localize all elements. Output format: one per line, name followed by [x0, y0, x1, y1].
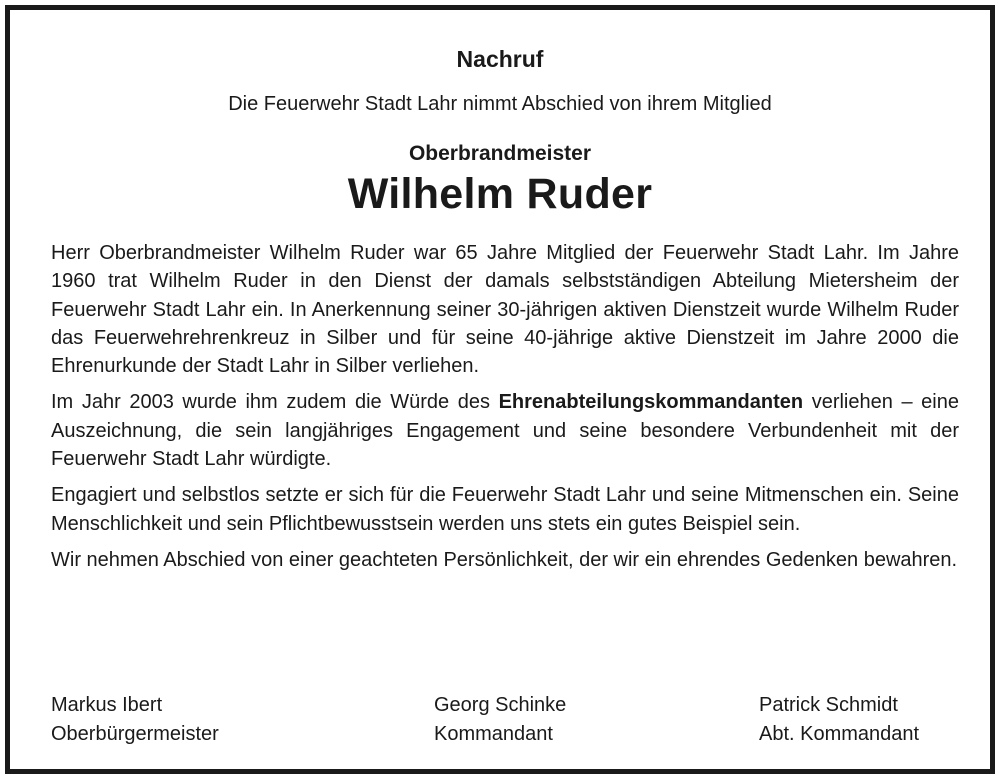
obituary-frame — [5, 5, 995, 774]
honor-text-before: Im Jahr 2003 wurde ihm zudem die Würde des — [51, 391, 499, 414]
signatory-name: Georg Schinke — [434, 694, 567, 716]
deceased-name: Wilhelm Ruder — [347, 170, 653, 218]
signatory-3 — [759, 691, 919, 748]
intro-line: Die Feuerwehr Stadt Lahr nimmt Abschied von ihrem Mitglied — [228, 93, 772, 115]
signatory-2 — [434, 691, 566, 748]
obituary-body — [51, 239, 959, 582]
signatory-1 — [51, 691, 219, 748]
paragraph-character: Engagiert und selbstlos setzte er sich für die Feuerwehr Stadt Lahr und seine Mitmenschen ein. Seine Menschlichkeit und sein Pflichtbewusstsein werden uns stets ein gutes Beispiel sein. — [51, 484, 959, 535]
paragraph-career: Herr Oberbrandmeister Wilhelm Ruder war 65 Jahre Mitglied der Feuerwehr Stadt Lahr. Im Jahre 1960 trat Wilhelm Ruder in den Dienst der damals selbstständigen Abteilung Mietersheim der Feuerwehr Stadt Lahr ein. In Anerkennung seiner 30-jährigen aktiven Dienstzeit wurde Wilhelm Ruder das Feuerwehrehrenkreuz in Silber und für seine 40-jährige aktive Dienstzeit im Jahre 2000 die Ehrenurkunde der Stadt Lahr in Silber verliehen. — [51, 242, 959, 378]
signatory-title: Oberbürgermeister — [51, 722, 219, 745]
paragraph-honor — [51, 388, 959, 473]
honor-title: Ehrenabteilungskommandanten — [498, 391, 804, 414]
paragraph-farewell: Wir nehmen Abschied von einer geachteten Persönlichkeit, der wir ein ehrendes Gedenken bewahren. — [51, 548, 958, 571]
signatory-name: Markus Ibert — [51, 694, 163, 716]
honor-text-after: verliehen – eine Auszeichnung, die sein langjähriges Engagement und seine besondere Verbundenheit mit der Feuerwehr Stadt Lahr würdigte. — [51, 391, 959, 471]
signatory-title: Abt. Kommandant — [759, 722, 920, 745]
obituary-heading: Nachruf — [456, 46, 544, 72]
signatory-title: Kommandant — [434, 722, 553, 745]
deceased-rank: Oberbrandmeister — [408, 142, 592, 165]
signatory-name: Patrick Schmidt — [759, 694, 898, 716]
